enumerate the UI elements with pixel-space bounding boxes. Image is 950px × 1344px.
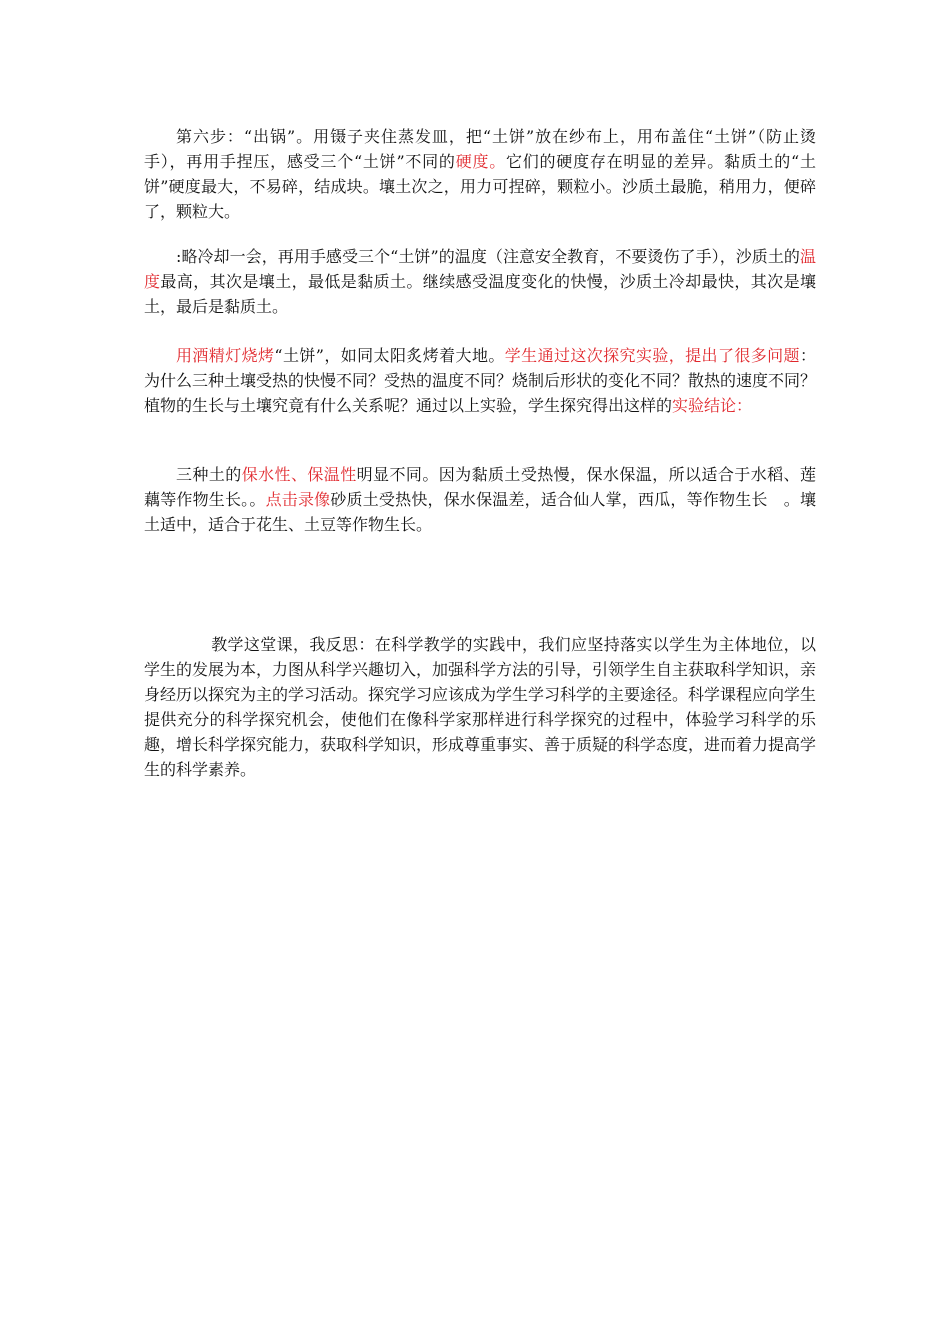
paragraph-reflection <box>144 632 816 782</box>
highlight-hardness: 硬度。 <box>455 152 506 171</box>
click-video-link[interactable]: 点击录像 <box>265 490 331 509</box>
paragraph-step-six <box>144 124 816 224</box>
text-run: 明显不同。因为黏质土受热慢，保水保温，所以适合于水稻、莲藕等作物生长。。 <box>144 465 816 509</box>
highlight-conclusion: 实验结论： <box>672 396 753 415</box>
highlight-questions: 学生通过这次探究实验，提出了很多问题 <box>504 346 800 365</box>
paragraph-three-soils <box>144 462 816 537</box>
text-run: ：为什么三种土壤受热的快慢不同？受热的温度不同？烧制后形状的变化不同？散热的速度不同？植物的生长与土壤究竟有什么关系呢？通过以上实验，学生探究得出这样的 <box>144 346 817 415</box>
text-run: 三种土的 <box>176 465 242 484</box>
paragraph-alcohol-lamp <box>144 343 816 418</box>
text-run: 它们的硬度存在明显的差异。黏质土的“土饼”硬度最大，不易碎，结成块。壤土次之，用力可捏碎，颗粒小。沙质土最脆，稍用力，便碎了，颗粒大。 <box>144 152 816 221</box>
highlight-water-heat-retention: 保水性、保温性 <box>241 465 357 484</box>
text-run: 教学这堂课，我反思：在科学教学的实践中，我们应坚持落实以学生为主体地位，以学生的发展为本，力图从科学兴趣切入，加强科学方法的引导，引领学生自主获取科学知识，亲身经历以探究为主的学习活动。探究学习应该成为学生学习科学的主要途径。科学课程应向学生提供充分的科学探究机会，使他们在像科学家那样进行科学探究的过程中，体验学习科学的乐趣，增长科学探究能力，获取科学知识，形成尊重事实、善于质疑的科学态度，进而着力提高学生的科学素养。 <box>144 635 817 779</box>
text-run: 砂质土受热快，保水保温差，适合仙人掌，西瓜，等作物生长 。壤土适中，适合于花生、土豆等作物生长。 <box>144 490 816 534</box>
text-run: “土饼”，如同太阳炙烤着大地。 <box>274 346 505 365</box>
text-run: 最高，其次是壤土，最低是黏质土。继续感受温度变化的快慢，沙质土冷却最快，其次是壤土，最后是黏质土。 <box>144 272 816 316</box>
text-run: :略冷却一会，再用手感受三个“土饼”的温度（注意安全教育，不要烫伤了手），沙质土的 <box>176 247 800 266</box>
text-run: 第六步：“出锅”。用镊子夹住蒸发皿，把“土饼”放在纱布上，用布盖住“土饼”（防止烫手），再用手捏压，感受三个“土饼”不同的 <box>144 127 816 171</box>
paragraph-temperature <box>144 244 816 319</box>
highlight-temperature: 温度 <box>144 247 816 291</box>
highlight-alcohol-lamp: 用酒精灯烧烤 <box>176 346 275 365</box>
